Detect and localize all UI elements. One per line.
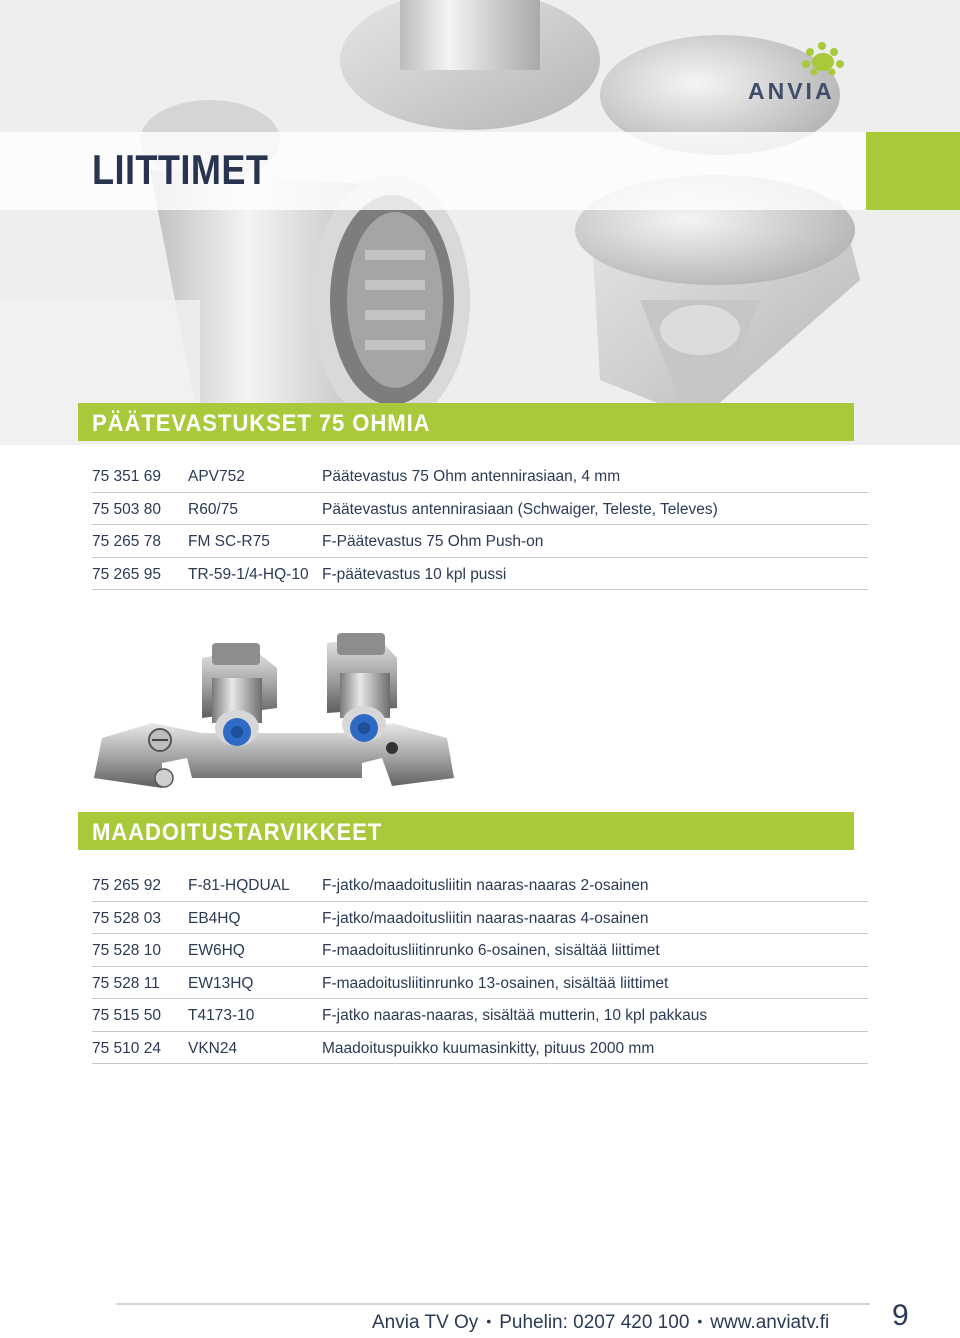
product-description: F-päätevastus 10 kpl pussi (322, 565, 507, 583)
product-description: Päätevastus antennirasiaan (Schwaiger, Teleste, Televes) (322, 500, 718, 518)
title-accent-bar (866, 132, 960, 210)
product-description: F-Päätevastus 75 Ohm Push-on (322, 533, 544, 550)
footer-website-link[interactable]: www.anviatv.fi (710, 1312, 830, 1333)
product-model: EW6HQ (188, 942, 245, 959)
table-row (92, 934, 868, 967)
product-code: 75 528 10 (92, 942, 161, 959)
product-code: 75 265 95 (92, 565, 161, 583)
bullet-separator: • (486, 1313, 492, 1329)
product-description: F-jatko naaras-naaras, sisältää mutterin, 10 kpl pakkaus (322, 1007, 708, 1024)
product-description: F-jatko/maadoitusliitin naaras-naaras 4-osainen (322, 909, 649, 927)
table-row (92, 967, 868, 1000)
page-title: LIITTIMET (92, 146, 269, 193)
product-model: FM SC-R75 (188, 533, 270, 550)
section-title: MAADOITUSTARVIKKEET (92, 819, 383, 846)
brand-wordmark: ANVIA (748, 78, 835, 104)
product-description: F-maadoitusliitinrunko 13-osainen, sisältää liittimet (322, 974, 669, 992)
product-code: 75 515 50 (92, 1007, 161, 1024)
section-header-paatevastukset (78, 403, 854, 441)
bullet-separator: • (697, 1313, 703, 1329)
product-model: EW13HQ (188, 974, 254, 992)
section-title: PÄÄTEVASTUKSET 75 OHMIA (92, 410, 431, 437)
product-description: Maadoituspuikko kuumasinkitty, pituus 2000 mm (322, 1039, 655, 1057)
product-description: F-jatko/maadoitusliitin naaras-naaras 2-osainen (322, 877, 649, 894)
table-row (92, 525, 868, 558)
product-code: 75 528 11 (92, 974, 160, 992)
product-table-paatevastukset (92, 460, 868, 590)
product-code: 75 528 03 (92, 909, 161, 927)
table-row (92, 1032, 868, 1065)
product-model: F-81-HQDUAL (188, 877, 290, 894)
product-code: 75 265 78 (92, 533, 161, 550)
product-description: Päätevastus 75 Ohm antennirasiaan, 4 mm (322, 468, 621, 485)
table-row (92, 493, 868, 526)
page-number: 9 (892, 1299, 909, 1332)
product-description: F-maadoitusliitinrunko 6-osainen, sisältää liittimet (322, 942, 660, 959)
table-row (92, 558, 868, 591)
footer-divider (116, 1303, 870, 1305)
grounding-block-photo (92, 628, 462, 798)
footer-company: Anvia TV Oy (372, 1312, 479, 1333)
product-table-maadoitustarvikkeet (92, 869, 868, 1064)
product-model: TR-59-1/4-HQ-10 (188, 565, 309, 583)
product-model: EB4HQ (188, 909, 241, 927)
table-row (92, 869, 868, 902)
section-header-maadoitustarvikkeet (78, 812, 854, 850)
product-code: 75 351 69 (92, 468, 161, 485)
table-row (92, 902, 868, 935)
footer (372, 1312, 829, 1334)
product-model: R60/75 (188, 500, 238, 518)
product-model: VKN24 (188, 1039, 238, 1057)
table-row (92, 460, 868, 493)
product-model: APV752 (188, 468, 245, 485)
table-row (92, 999, 868, 1032)
product-code: 75 503 80 (92, 500, 161, 518)
footer-phone: Puhelin: 0207 420 100 (499, 1312, 690, 1333)
product-code: 75 265 92 (92, 877, 161, 894)
product-code: 75 510 24 (92, 1039, 161, 1057)
product-model: T4173-10 (188, 1007, 255, 1024)
